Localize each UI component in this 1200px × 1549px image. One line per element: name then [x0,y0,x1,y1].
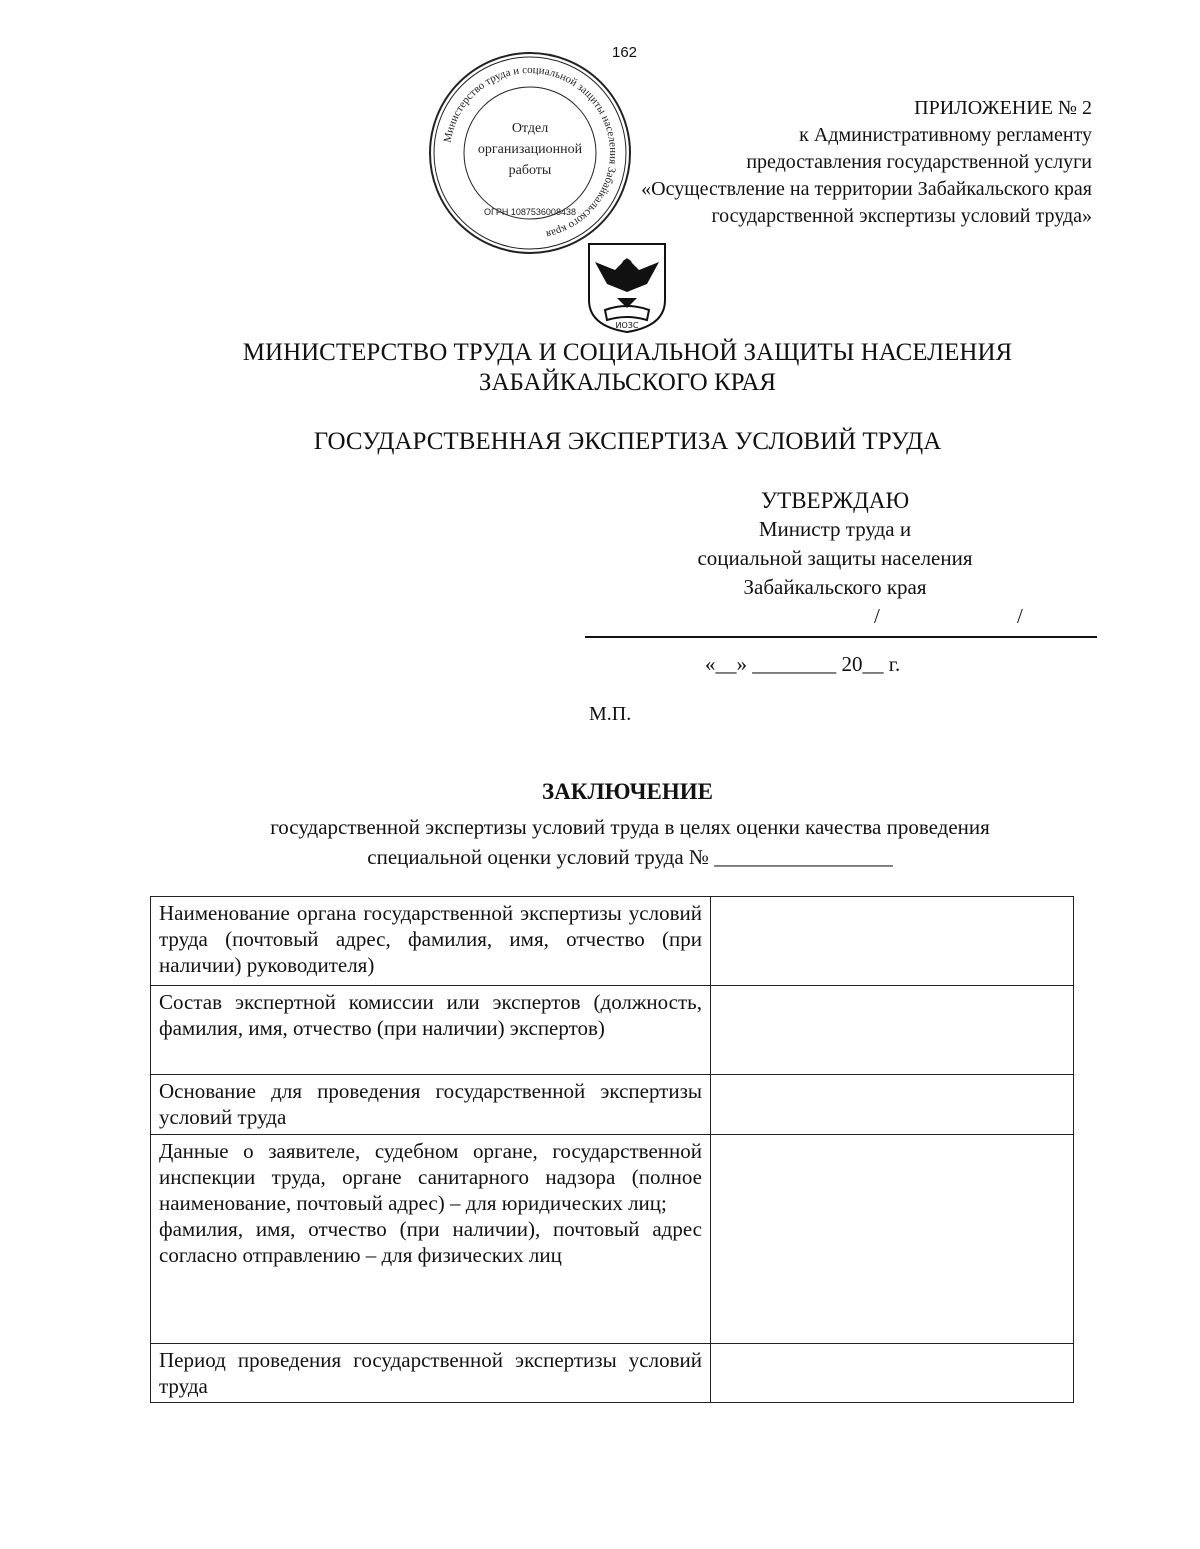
conclusion-line: специальной оценки условий труда № _________________ [367,845,893,869]
emblem-motto: ИОЗС [615,321,639,330]
row-label: Наименование органа государственной экспертизы условий труда (почтовый адрес, фамилия, имя, отчество (при наличии) руководителя) [151,897,711,986]
appendix-line: предоставления государственной услуги [746,151,1092,173]
table-row [151,986,1074,1075]
page-number: 162 [612,44,638,61]
signature-separator: / [874,604,880,628]
approval-line: Министр труда и [758,517,912,541]
seal-center-line: организационной [477,142,583,157]
official-seal [425,48,635,258]
conclusion-line: государственной экспертизы условий труда в целях оценки качества проведения [270,815,990,839]
ministry-line: ЗАБАЙКАЛЬСКОГО КРАЯ [478,369,777,396]
table-row [151,1135,1074,1344]
row-value-cell[interactable] [711,1135,1074,1344]
seal-reg-number: ОГРН 1087536008438 [484,207,576,217]
row-label-part: фамилия, имя, отчество (при наличии), почтовый адрес согласно отправлению – для физических лиц [159,1217,702,1267]
ministry-name [0,338,1200,398]
appendix-line: «Осуществление на территории Забайкальского края [641,178,1092,200]
table-row [151,1344,1074,1403]
approval-line: Забайкальского края [743,575,927,599]
appendix-line: государственной экспертизы условий труда» [711,205,1092,227]
seal-ring-text: Министерство труда и социальной защиты населения Забайкальского края [441,63,620,241]
row-value-cell[interactable] [711,1344,1074,1403]
appendix-header [641,95,1092,230]
stamp-place: М.П. [589,703,632,725]
row-label: Состав экспертной комиссии или экспертов (должность, фамилия, имя, отчество (при наличии) экспертов) [151,986,711,1075]
row-label: Период проведения государственной экспертизы условий труда [151,1344,711,1403]
conclusion-heading: ЗАКЛЮЧЕНИЕ [542,779,713,804]
expertise-title: ГОСУДАРСТВЕННАЯ ЭКСПЕРТИЗА УСЛОВИЙ ТРУДА [313,428,942,455]
expertise-form-table [150,896,1074,1403]
ministry-line: МИНИСТЕРСТВО ТРУДА И СОЦИАЛЬНОЙ ЗАЩИТЫ НАСЕЛЕНИЯ [242,339,1013,366]
approval-date-field[interactable]: «__» ________ 20__ г. [705,652,901,676]
row-label: Основание для проведения государственной экспертизы условий труда [151,1075,711,1135]
seal-center-line: Отдел [511,121,549,136]
row-value-cell[interactable] [711,897,1074,986]
approval-block [630,486,1040,602]
appendix-line: к Административному регламенту [799,124,1092,146]
approval-line: социальной защиты населения [697,546,973,570]
row-value-cell[interactable] [711,1075,1074,1135]
signature-separator: / [1017,604,1023,628]
signature-line[interactable] [585,604,1097,638]
coat-of-arms-icon [585,240,669,334]
table-row [151,1075,1074,1135]
appendix-line: ПРИЛОЖЕНИЕ № 2 [914,97,1092,119]
conclusion-subheading [100,812,1160,872]
table-row [151,897,1074,986]
row-value-cell[interactable] [711,986,1074,1075]
row-label [151,1135,711,1344]
row-label-part: Данные о заявителе, судебном органе, государственной инспекции труда, органе санитарного надзора (полное наименование, почтовый адрес) – для юридических лиц; [159,1139,702,1215]
approval-title: УТВЕРЖДАЮ [760,488,910,513]
seal-center-line: работы [508,163,552,178]
